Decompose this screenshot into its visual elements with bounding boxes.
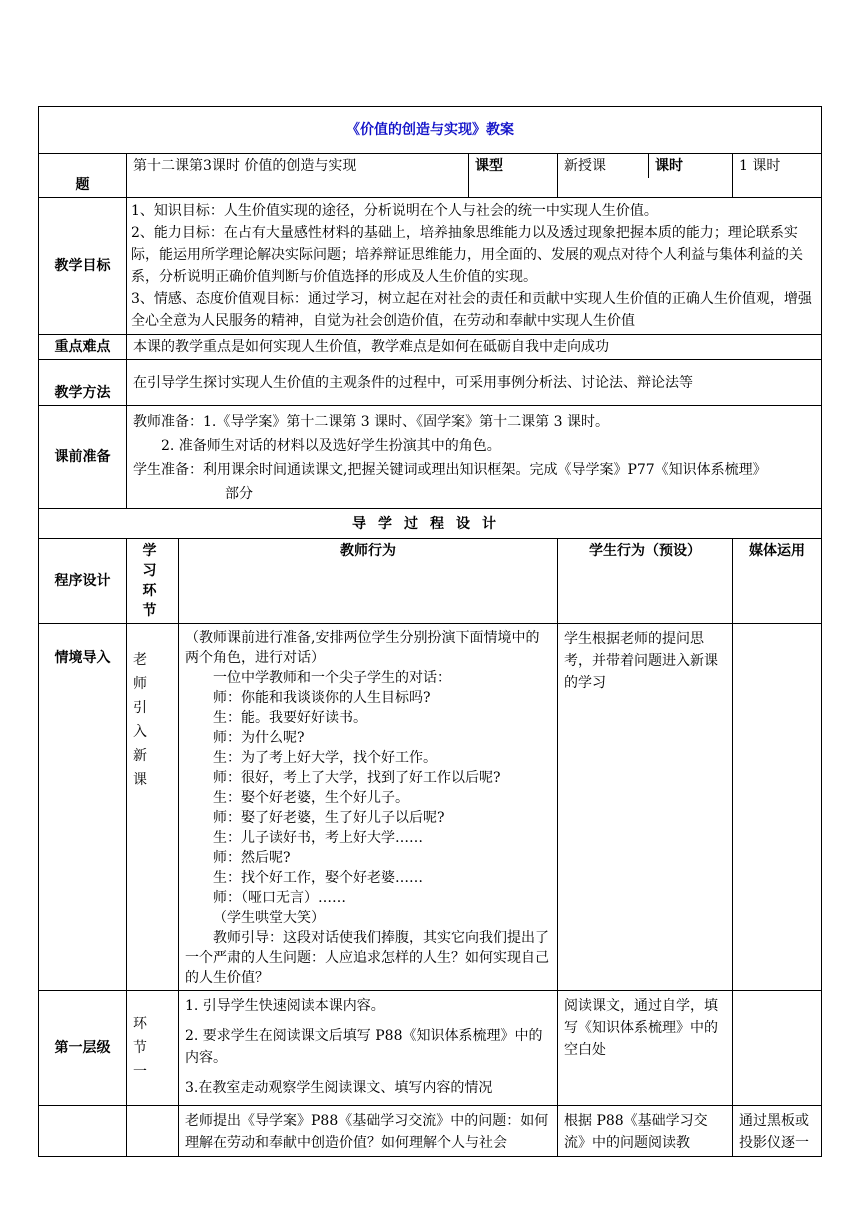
intro-stage: 老师引入新课 [127,624,179,991]
intro-line: 生：找个好工作，娶个好老婆…… [213,870,423,886]
type-value [558,154,733,198]
intro-line: 师：你能和我谈谈你的人生目标吗? [213,690,431,706]
intro-line: 生：娶个好老婆，生个好儿子。 [213,790,409,806]
intro-line: 师：很好，考上了大学，找到了好工作以后呢? [213,770,501,786]
goal-ability: 2、能力目标：在占有大量感性材料的基础上，培养抽象思维能力以及透过现象把握本质的能力；理论联系实际，能运用所学理论解决实际问题；培养辩证思维能力，用全面的、发展的观点对待个人利益与集体利益的关系，分析说明正确价值判断与价值选择的形成及人生价值的实现。 [131,225,803,285]
intro-line: 生：儿子读好书，考上好大学…… [213,830,423,846]
intro-program: 情境导入 [39,624,127,991]
header-program: 程序设计 [39,539,127,624]
header-student: 学生行为（预设） [558,539,733,624]
intro-line: （教师课前进行准备,安排两位学生分别扮演下面情境中的两个角色，进行对话） [185,630,540,666]
type-label: 课型 [469,154,558,198]
level1-stage: 环节一 [127,991,179,1106]
intro-media [733,624,822,991]
level1b-teacher: 老师提出《导学案》P88《基础学习交流》中的问题：如何理解在劳动和奉献中创造价值？如何理解个人与社会 [179,1106,558,1157]
level1-program: 第一层级 [39,991,127,1106]
info-row [39,154,822,198]
prep-content [127,406,822,509]
hours-value: 1 课时 [733,154,822,198]
level1-media [733,991,822,1106]
intro-line: 师：为什么呢? [213,730,305,746]
process-title-row [39,509,822,539]
intro-student: 学生根据老师的提问思考，并带着问题进入新课的学习 [558,624,733,991]
prep-teacher-2: 2. 准备师生对话的材料以及选好学生扮演其中的角色。 [161,438,501,454]
lesson-plan-table [38,106,822,1157]
intro-line: 师：娶了好老婆，生了好儿子以后呢? [213,810,445,826]
level1b-row [39,1106,822,1157]
page-title: 《价值的创造与实现》教案 [39,107,822,154]
type-value-text: 新授课 [564,158,606,174]
level1-teacher [179,991,558,1106]
topic-value: 第十二课第3课时 价值的创造与实现 [127,154,469,198]
process-title: 导学过程设计 [39,509,822,539]
header-media: 媒体运用 [733,539,822,624]
method-label: 教学方法 [39,360,127,406]
header-teacher: 教师行为 [179,539,558,624]
prep-student-1: 学生准备：利用课余时间通读课文,把握关键词或理出知识框架。完成《导学案》P77《知识体系梳理》 [133,462,767,478]
goal-attitude: 3、情感、态度价值观目标：通过学习，树立起在对社会的责任和贡献中实现人生价值的正确人生价值观，增强全心全意为人民服务的精神，自觉为社会创造价值，在劳动和奉献中实现人生价值 [131,291,812,329]
prep-row [39,406,822,509]
key-points-row [39,335,822,360]
level1b-student: 根据 P88《基础学习交流》中的问题阅读教 [558,1106,733,1157]
header-stage: 学习环节 [127,539,179,624]
level1-student: 阅读课文，通过自学，填写《知识体系梳理》中的空白处 [558,991,733,1106]
intro-line: 生：能。我要好好读书。 [213,710,367,726]
method-row [39,360,822,406]
level1-line: 2. 要求学生在阅读课文后填写 P88《知识体系梳理》中的内容。 [185,1028,543,1066]
prep-teacher-1: 教师准备：1.《导学案》第十二课第 3 课时、《固学案》第十二课第 3 课时。 [133,414,609,430]
prep-label: 课前准备 [39,406,127,509]
intro-line: 教师引导：这段对话使我们捧腹，其实它向我们提出了一个严肃的人生问题：人应追求怎样的人生？如何实现自己的人生价值？ [185,930,549,986]
hours-label: 课时 [648,154,697,178]
level1b-media: 通过黑板或投影仪逐一 [733,1106,822,1157]
level1-row [39,991,822,1106]
level1-line: 1. 引导学生快速阅读本课内容。 [185,998,385,1014]
goal-knowledge: 1、知识目标：人生价值实现的途径，分析说明在个人与社会的统一中实现人生价值。 [131,203,658,219]
goals-row [39,198,822,335]
intro-line: 生：为了考上好大学，找个好工作。 [213,750,437,766]
level1-line: 3.在教室走动观察学生阅读课文、填写内容的情况 [185,1080,493,1096]
intro-teacher [179,624,558,991]
prep-student-2: 部分 [225,486,253,502]
intro-line: 师：（哑口无言）…… [213,890,346,906]
key-points-text: 本课的教学重点是如何实现人生价值，教学难点是如何在砥砺自我中走向成功 [127,335,822,360]
intro-line: 师：然后呢? [213,850,291,866]
intro-line: （学生哄堂大笑） [213,910,325,926]
header-row [39,539,822,624]
title-row [39,107,822,154]
goals-content [127,198,822,335]
intro-line: 一位中学教师和一个尖子学生的对话： [213,670,451,686]
goals-label: 教学目标 [39,198,127,335]
level1b-stage [127,1106,179,1157]
key-points-label: 重点难点 [39,335,127,360]
intro-row [39,624,822,991]
level1b-program [39,1106,127,1157]
method-text: 在引导学生探讨实现人生价值的主观条件的过程中，可采用事例分析法、讨论法、辩论法等 [127,360,822,406]
topic-label: 题 [39,154,127,198]
